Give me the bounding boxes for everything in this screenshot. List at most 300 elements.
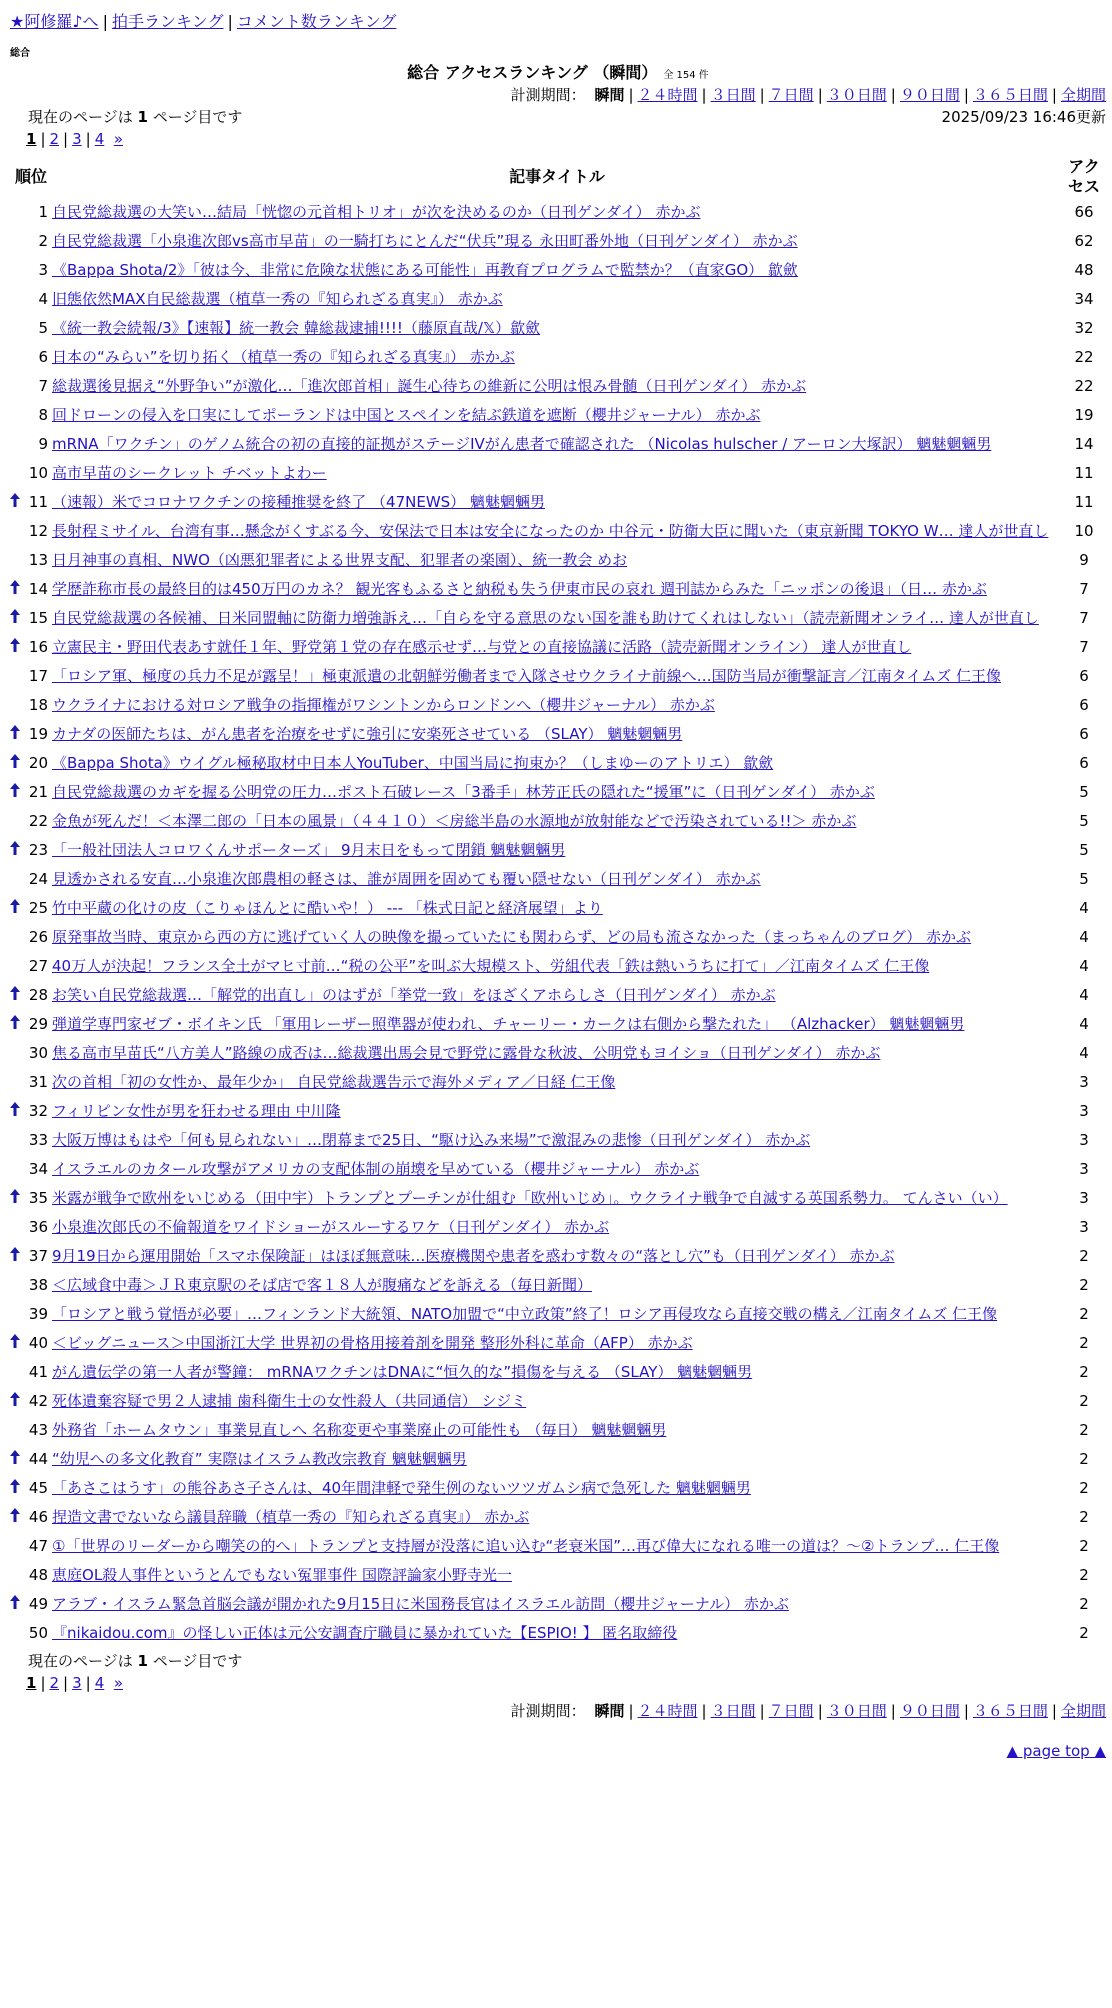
article-title-link[interactable]: ＜ビッグニュース＞中国浙江大学 世界初の骨格用接着剤を開発 整形外科に革命（AFP） 赤かぶ [52,1334,693,1352]
article-title-link[interactable]: 原発事故当時、東京から西の方に逃げていく人の映像を撮っていたにも関わらず、どの局も流さなかった（まっちゃんのブログ） 赤かぶ [52,928,972,946]
up-arrow-icon [10,638,20,656]
article-title-link[interactable]: 立憲民主・野田代表あす就任１年、野党第１党の存在感示せず…与党との直接協議に活路（読売新聞オンライン） 達人が世直し [52,638,912,656]
article-title-link[interactable]: 自民党総裁選「小泉進次郎vs高市早苗」の一騎打ちにとんだ“伏兵”現る 永田町番外地（日刊ゲンダイ） 赤かぶ [52,232,798,250]
trend-cell [10,488,22,517]
article-title-cell [52,546,1062,575]
article-title-cell [52,1097,1062,1126]
applause-ranking-link[interactable]: 拍手ランキング [111,12,224,31]
table-row [10,1474,1106,1503]
article-title-link[interactable]: 自民党総裁選の大笑い…結局「恍惚の元首相トリオ」が次を決めるのか（日刊ゲンダイ） 赤かぶ [52,203,701,221]
article-title-cell [52,1590,1062,1619]
rank-number: 49 [28,1595,49,1613]
article-title-link[interactable]: 自民党総裁選のカギを握る公明党の圧力…ポスト石破レース「3番手」林芳正氏の隠れた“援軍”に（日刊ゲンダイ） 赤かぶ [52,783,875,801]
article-title-cell [52,517,1062,546]
access-count: 4 [1079,928,1089,946]
table-row [10,575,1106,604]
table-row [10,1590,1106,1619]
pager-page-4[interactable]: 4 [94,130,105,148]
pager-page-2[interactable]: 2 [49,130,60,148]
access-count: 6 [1079,667,1089,685]
article-title-link[interactable]: （速報）米でコロナワクチンの接種推奨を終了 （47NEWS） 魑魅魍魎男 [52,493,545,511]
up-arrow-icon [10,493,20,511]
access-count: 3 [1079,1160,1089,1178]
rank-number: 1 [38,203,49,221]
period-90d-link[interactable]: ９０日間 [899,1702,960,1720]
access-count: 9 [1079,551,1089,569]
header-access: アクセス [1068,157,1101,196]
article-title-link[interactable]: 大阪万博はもはや「何も見られない」…閉幕まで25日、“駆け込み来場”で激混みの悲惨（日刊ゲンダイ） 赤かぶ [52,1131,811,1149]
access-count: 7 [1079,609,1089,627]
table-row [10,459,1106,488]
period-all-link[interactable]: 全期間 [1060,86,1106,104]
article-title-link[interactable]: 見透かされる安直…小泉進次郎農相の軽さは、誰が周囲を固めても覆い隠せない（日刊ゲンダイ） 赤かぶ [52,870,761,888]
access-count: 6 [1079,696,1089,714]
access-count: 11 [1074,493,1094,511]
trend-cell [10,1358,22,1387]
period-all-link[interactable]: 全期間 [1060,1702,1106,1720]
pager-page-2[interactable]: 2 [49,1674,60,1692]
page-info-bottom [10,1650,1106,1672]
article-title-cell [52,1416,1062,1445]
access-count: 2 [1079,1392,1089,1410]
access-count: 2 [1079,1624,1089,1642]
access-count: 4 [1079,899,1089,917]
rank-number: 30 [28,1044,49,1062]
trend-cell [10,575,22,604]
rank-number: 39 [28,1305,49,1323]
article-title-cell [52,575,1062,604]
article-title-cell [52,488,1062,517]
period-365d-link[interactable]: ３６５日間 [972,86,1048,104]
table-row [10,1358,1106,1387]
up-arrow-icon [10,754,20,772]
rank-number: 44 [28,1450,49,1468]
table-row [10,604,1106,633]
up-arrow-icon [10,725,20,743]
table-row [10,1242,1106,1271]
article-title-cell [52,836,1062,865]
period-3d-link[interactable]: ３日間 [710,1702,756,1720]
table-row [10,923,1106,952]
article-title-link[interactable]: mRNA「ワクチン」のゲノム統合の初の直接的証拠がステージIVがん患者で確認された （Nicolas hulscher / アーロン大塚訳） 魑魅魍魎男 [52,435,992,453]
rank-number: 2 [38,232,49,250]
rank-number: 4 [38,290,49,308]
trend-cell [10,1445,22,1474]
article-title-cell [52,1474,1062,1503]
article-title-link[interactable]: 総裁選後見据え“外野争い”が激化…「進次郎首相」誕生心待ちの維新に公明は恨み骨髄（日刊ゲンダイ） 赤かぶ [52,377,807,395]
table-row [10,1387,1106,1416]
article-title-cell [52,1532,1062,1561]
rank-number: 46 [28,1508,49,1526]
trend-cell [10,633,22,662]
table-row [10,1039,1106,1068]
top-navigation [10,10,1106,34]
total-count: 全 154 件 [663,70,709,81]
table-row [10,1503,1106,1532]
home-link[interactable]: ★阿修羅♪へ [10,12,99,31]
header-title: 記事タイトル [509,167,605,186]
table-row [10,691,1106,720]
table-row [10,343,1106,372]
trend-cell [10,1213,22,1242]
rank-number: 37 [28,1247,49,1265]
access-count: 3 [1079,1218,1089,1236]
rank-number: 11 [28,493,49,511]
article-title-link[interactable]: 自民党総裁選の各候補、日米同盟軸に防衛力増強訴え…「自らを守る意思のない国を誰も助けてくれはしない」（読売新聞オンライ… 達人が世直し [52,609,1039,627]
period-30d-link[interactable]: ３０日間 [826,1702,887,1720]
access-count: 66 [1074,203,1094,221]
comment-ranking-link[interactable]: コメント数ランキング [236,12,397,31]
article-title-link[interactable]: 外務省「ホームタウン」事業見直しへ 名称変更や事業廃止の可能性も （毎日） 魑魅魍魎男 [52,1421,667,1439]
access-count: 4 [1079,1015,1089,1033]
article-title-link[interactable]: フィリピン女性が男を狂わせる理由 中川隆 [52,1102,341,1120]
table-row [10,749,1106,778]
article-title-cell [52,1329,1062,1358]
up-arrow-icon [10,1479,20,1497]
table-row [10,1126,1106,1155]
pager-next[interactable]: » [113,1674,123,1692]
pager-page-3[interactable]: 3 [72,1674,82,1692]
rank-number: 9 [38,435,49,453]
article-title-link[interactable]: 弾道学専門家ゼブ・ボイキン氏 「軍用レーザー照準器が使われ、チャーリー・カークは右側から撃たれた」 （Alzhacker） 魑魅魍魎男 [52,1015,965,1033]
period-label: 計測期間： [510,86,586,104]
ranking-title: 総合 アクセスランキング （瞬間） [407,63,658,82]
access-count: 2 [1079,1305,1089,1323]
access-count: 2 [1079,1479,1089,1497]
rank-number: 33 [28,1131,49,1149]
period-3d-link[interactable]: ３日間 [710,86,756,104]
article-title-link[interactable]: 9月19日から運用開始「スマホ保険証」はほぼ無意味…医療機関や患者を惑わす数々の“落とし穴”も（日刊ゲンダイ） 赤かぶ [52,1247,895,1265]
article-title-cell [52,894,1062,923]
article-title-cell [52,1561,1062,1590]
trend-cell [10,865,22,894]
article-title-link[interactable]: ウクライナにおける対ロシア戦争の指揮権がワシントンからロンドンへ（櫻井ジャーナル） 赤かぶ [52,696,715,714]
article-title-cell [52,691,1062,720]
trend-cell [10,720,22,749]
article-title-cell [52,807,1062,836]
table-row [10,430,1106,459]
rank-number: 28 [28,986,49,1004]
trend-cell [10,256,22,285]
access-count: 3 [1079,1102,1089,1120]
period-30d-link[interactable]: ３０日間 [826,86,887,104]
pager-bottom: 1 | 2 | 3 | 4 » [26,1674,123,1692]
rank-number: 15 [28,609,49,627]
rank-number: 16 [28,638,49,656]
article-title-link[interactable]: 「一般社団法人コロワくんサポーターズ」 9月末日をもって閉鎖 魑魅魍魎男 [52,841,566,859]
table-row [10,1416,1106,1445]
trend-cell [10,807,22,836]
table-row [10,981,1106,1010]
trend-cell [10,923,22,952]
article-title-link[interactable]: 死体遺棄容疑で男２人逮捕 歯科衛生士の女性殺人（共同通信） シジミ [52,1392,527,1410]
table-row [10,1300,1106,1329]
article-title-link[interactable]: 焦る高市早苗氏“八方美人”路線の成否は…総裁選出馬会見で野党に露骨な秋波、公明党もヨイショ（日刊ゲンダイ） 赤かぶ [52,1044,881,1062]
article-title-link[interactable]: 「ロシア軍、極度の兵力不足が露呈！」極東派遣の北朝鮮労働者まで入隊させウクライナ前線へ…国防当局が衝撃証言／江南タイムズ 仁王像 [52,667,1002,685]
up-arrow-icon [10,783,20,801]
trend-cell [10,1532,22,1561]
access-count: 5 [1079,783,1089,801]
period-label: 計測期間： [510,1702,586,1720]
rank-number: 26 [28,928,49,946]
period-24h-link[interactable]: ２４時間 [637,1702,698,1720]
up-arrow-icon [10,899,20,917]
article-title-cell [52,981,1062,1010]
article-title-link[interactable]: 回ドローンの侵入を口実にしてポーランドは中国とスペインを結ぶ鉄道を遮断（櫻井ジャーナル） 赤かぶ [52,406,761,424]
up-arrow-icon [10,986,20,1004]
updated-timestamp: 2025/09/23 16:46更新 [941,108,1106,126]
table-row [10,1561,1106,1590]
access-count: 2 [1079,1421,1089,1439]
table-row [10,952,1106,981]
article-title-cell [52,749,1062,778]
trend-cell [10,1010,22,1039]
article-title-link[interactable]: 長射程ミサイル、台湾有事…懸念がくすぶる今、安保法で日本は安全になったのか 中谷元・防衛大臣に聞いた（東京新聞 TOKYO W… 達人が世直し [52,522,1049,540]
table-row [10,256,1106,285]
article-title-link[interactable]: 恵庭OL殺人事件というとんでもない冤罪事件 国際評論家小野寺光一 [52,1566,512,1584]
access-count: 2 [1079,1247,1089,1265]
access-count: 3 [1079,1131,1089,1149]
ranking-body [10,198,1106,1648]
up-arrow-icon [10,1595,20,1613]
access-count: 5 [1079,870,1089,888]
rank-number: 3 [38,261,49,279]
access-count: 3 [1079,1073,1089,1091]
rank-number: 8 [38,406,49,424]
rank-number: 24 [28,870,49,888]
table-row [10,1619,1106,1648]
article-title-cell [52,198,1062,227]
article-title-link[interactable]: アラブ・イスラム緊急首脳会議が開かれた9月15日に米国務長官はイスラエル訪問（櫻井ジャーナル） 赤かぶ [52,1595,789,1613]
article-title-link[interactable]: 日本の“みらい”を切り拓く（植草一秀の『知られざる真実』） 赤かぶ [52,348,515,366]
rank-number: 7 [38,377,49,395]
trend-cell [10,546,22,575]
article-title-link[interactable]: カナダの医師たちは、がん患者を治療をせずに強引に安楽死させている （SLAY） 魑魅魍魎男 [52,725,683,743]
rank-number: 34 [28,1160,49,1178]
rank-number: 12 [28,522,49,540]
article-title-link[interactable]: がん遺伝学の第一人者が警鐘： mRNAワクチンはDNAに“恒久的な”損傷を与える （SLAY） 魑魅魍魎男 [52,1363,753,1381]
table-row [10,1445,1106,1474]
article-title-link[interactable]: 学歴詐称市長の最終目的は450万円のカネ？ 観光客もふるさと納税も失う伊東市民の哀れ 週刊誌からみた「ニッポンの後退」（日… 赤かぶ [52,580,987,598]
rank-number: 35 [28,1189,49,1207]
rank-number: 41 [28,1363,49,1381]
table-row [10,807,1106,836]
article-title-link[interactable]: お笑い自民党総裁選…「解党的出直し」のはずが「挙党一致」をほざくアホらしさ（日刊ゲンダイ） 赤かぶ [52,986,776,1004]
category-label: 総合 [10,48,30,59]
ranking-title-row [10,62,1106,84]
trend-cell [10,517,22,546]
pager-next[interactable]: » [113,130,123,148]
period-24h-link[interactable]: ２４時間 [637,86,698,104]
table-row [10,662,1106,691]
up-arrow-icon [10,1102,20,1120]
trend-cell [10,1271,22,1300]
rank-number: 32 [28,1102,49,1120]
article-title-cell [52,1619,1062,1648]
article-title-cell [52,1445,1062,1474]
ranking-table [10,156,1106,1648]
access-count: 5 [1079,841,1089,859]
article-title-cell [52,778,1062,807]
article-title-cell [52,720,1062,749]
trend-cell [10,285,22,314]
table-row [10,372,1106,401]
table-row [10,1532,1106,1561]
rank-number: 21 [28,783,49,801]
rank-number: 48 [28,1566,49,1584]
trend-cell [10,401,22,430]
article-title-link[interactable]: 《Bappa Shota/2》「彼は今、非常に危険な状態にある可能性」再教育プログラムで監禁か？（直家GO） 歙歛 [52,261,798,279]
table-row [10,1213,1106,1242]
period-current: 瞬間 [594,86,625,104]
trend-cell [10,1416,22,1445]
pager-current: 1 [26,130,37,148]
rank-number: 36 [28,1218,49,1236]
article-title-link[interactable]: 《統一教会続報/3》【速報】統一教会 韓総裁逮捕!!!!（藤原直哉/𝕏）歙歛 [52,319,541,337]
article-title-link[interactable]: ①「世界のリーダーから嘲笑の的へ」トランプと支持層が没落に追い込む“老衰米国”…再び偉大になれる唯一の道は？～②トランプ… 仁王像 [52,1537,1000,1555]
access-count: 2 [1079,1537,1089,1555]
article-title-link[interactable]: 米露が戦争で欧州をいじめる（田中宇）トランプとプーチンが仕組む「欧州いじめ」。ウクライナ戦争で自滅する英国系勢力。 てんさい（い） [52,1189,1008,1207]
up-arrow-icon [10,1334,20,1352]
article-title-cell [52,1503,1062,1532]
table-row [10,865,1106,894]
period-90d-link[interactable]: ９０日間 [899,86,960,104]
article-title-link[interactable]: 《Bappa Shota》ウイグル極秘取材中日本人YouTuber、中国当局に拘束か？（しまゆーのアトリエ） 歙歛 [52,754,774,772]
access-count: 4 [1079,957,1089,975]
pager-page-3[interactable]: 3 [72,130,82,148]
table-row [10,1184,1106,1213]
period-7d-link[interactable]: ７日間 [768,86,814,104]
up-arrow-icon [10,1015,20,1033]
article-title-cell [52,1184,1062,1213]
article-title-cell [52,633,1062,662]
up-arrow-icon [10,1247,20,1265]
article-title-link[interactable]: 小泉進次郎氏の不倫報道をワイドショーがスルーするワケ（日刊ゲンダイ） 赤かぶ [52,1218,610,1236]
access-count: 2 [1079,1276,1089,1294]
access-count: 2 [1079,1566,1089,1584]
table-row [10,517,1106,546]
trend-cell [10,981,22,1010]
trend-cell [10,372,22,401]
separator: | [102,12,108,31]
article-title-link[interactable]: 「ロシアと戦う覚悟が必要」…フィンランド大統領、NATO加盟で“中立政策”終了！ロシア再侵攻なら直接交戦の構え／江南タイムズ 仁王像 [52,1305,998,1323]
trend-cell [10,691,22,720]
article-title-link[interactable]: ＜広域食中毒＞ＪＲ東京駅のそば店で客１８人が腹痛などを訴える（毎日新聞） [52,1276,593,1294]
table-row [10,198,1106,227]
article-title-cell [52,1155,1062,1184]
access-count: 14 [1074,435,1094,453]
up-arrow-icon [10,580,20,598]
table-row [10,546,1106,575]
up-arrow-icon [10,841,20,859]
access-count: 7 [1079,580,1089,598]
rank-number: 40 [28,1334,49,1352]
article-title-link[interactable]: 高市早苗のシークレット チベットよわー [52,464,327,482]
access-count: 34 [1074,290,1094,308]
up-arrow-icon [10,1450,20,1468]
rank-number: 45 [28,1479,49,1497]
article-title-cell [52,256,1062,285]
trend-cell [10,1474,22,1503]
access-count: 4 [1079,1044,1089,1062]
trend-cell [10,1126,22,1155]
period-7d-link[interactable]: ７日間 [768,1702,814,1720]
access-count: 10 [1074,522,1094,540]
access-count: 22 [1074,377,1094,395]
page-top-row [10,1740,1106,1762]
article-title-link[interactable]: 旧態依然MAX自民総裁選（植草一秀の『知られざる真実』） 赤かぶ [52,290,503,308]
current-page-text: 現在のページは 1 ページ目です [28,1652,243,1670]
trend-cell [10,459,22,488]
table-header-row [10,156,1106,198]
period-selector: 計測期間： 瞬間 | ２４時間 | ３日間 | ７日間 | ３０日間 | ９０日間 | ３６５日間 | 全期間 [510,86,1106,104]
article-title-cell [52,1068,1062,1097]
table-row [10,401,1106,430]
trend-cell [10,227,22,256]
page-top-link[interactable]: ▲ page top ▲ [1006,1742,1106,1760]
article-title-link[interactable]: 捏造文書でないなら議員辞職（植草一秀の『知られざる真実』） 赤かぶ [52,1508,530,1526]
trend-cell [10,343,22,372]
access-count: 19 [1074,406,1094,424]
rank-number: 19 [28,725,49,743]
access-count: 3 [1079,1189,1089,1207]
article-title-cell [52,1358,1062,1387]
trend-cell [10,1619,22,1648]
table-row [10,1068,1106,1097]
table-row [10,1329,1106,1358]
article-title-cell [52,1242,1062,1271]
table-row [10,1010,1106,1039]
trend-cell [10,1590,22,1619]
article-title-cell [52,662,1062,691]
trend-cell [10,894,22,923]
trend-cell [10,1039,22,1068]
rank-number: 18 [28,696,49,714]
article-title-link[interactable]: 「あさこはうす」の熊谷あさ子さんは、40年間津軽で発生例のないツツガムシ病で急死した 魑魅魍魎男 [52,1479,751,1497]
article-title-link[interactable]: 次の首相「初の女性か、最年少か」 自民党総裁選告示で海外メディア／日経 仁王像 [52,1073,616,1091]
article-title-cell [52,952,1062,981]
article-title-link[interactable]: “幼児への多文化教育” 実際はイスラム教改宗教育 魑魅魍魎男 [52,1450,467,1468]
trend-cell [10,749,22,778]
separator: | [227,12,233,31]
article-title-link[interactable]: 40万人が決起！フランス全土がマヒ寸前…“税の公平”を叫ぶ大規模スト、労組代表「鉄は熱いうちに打て」／江南タイムズ 仁王像 [52,957,930,975]
article-title-link[interactable]: 『nikaidou.com』の怪しい正体は元公安調査庁職員に暴かれていた【ESPIO! 】 匿名取締役 [52,1624,678,1642]
article-title-link[interactable]: 日月神事の真相、NWO（凶悪犯罪者による世界支配、犯罪者の楽園）、統一教会 めお [52,551,628,569]
up-arrow-icon [10,1189,20,1207]
trend-cell [10,1068,22,1097]
page-wrapper [10,10,1106,1762]
rank-number: 17 [28,667,49,685]
article-title-cell [52,604,1062,633]
period-365d-link[interactable]: ３６５日間 [972,1702,1048,1720]
trend-cell [10,836,22,865]
trend-cell [10,1184,22,1213]
pager-page-4[interactable]: 4 [94,1674,105,1692]
article-title-cell [52,1213,1062,1242]
article-title-link[interactable]: 竹中平蔵の化けの皮（こりゃほんとに酷いや！） --- 「株式日記と経済展望」より [52,899,603,917]
page-info [10,106,1106,128]
trend-cell [10,604,22,633]
table-row [10,894,1106,923]
up-arrow-icon [10,609,20,627]
current-page-text: 現在のページは 1 ページ目です [28,108,243,126]
access-count: 6 [1079,725,1089,743]
article-title-link[interactable]: イスラエルのカタール攻撃がアメリカの支配体制の崩壊を早めている（櫻井ジャーナル） 赤かぶ [52,1160,700,1178]
pager-current: 1 [26,1674,37,1692]
trend-cell [10,1561,22,1590]
rank-number: 50 [28,1624,49,1642]
article-title-link[interactable]: 金魚が死んだ！＜本澤二郎の「日本の風景」（４４１０）＜房総半島の水源地が放射能などで汚染されている!!＞ 赤かぶ [52,812,857,830]
